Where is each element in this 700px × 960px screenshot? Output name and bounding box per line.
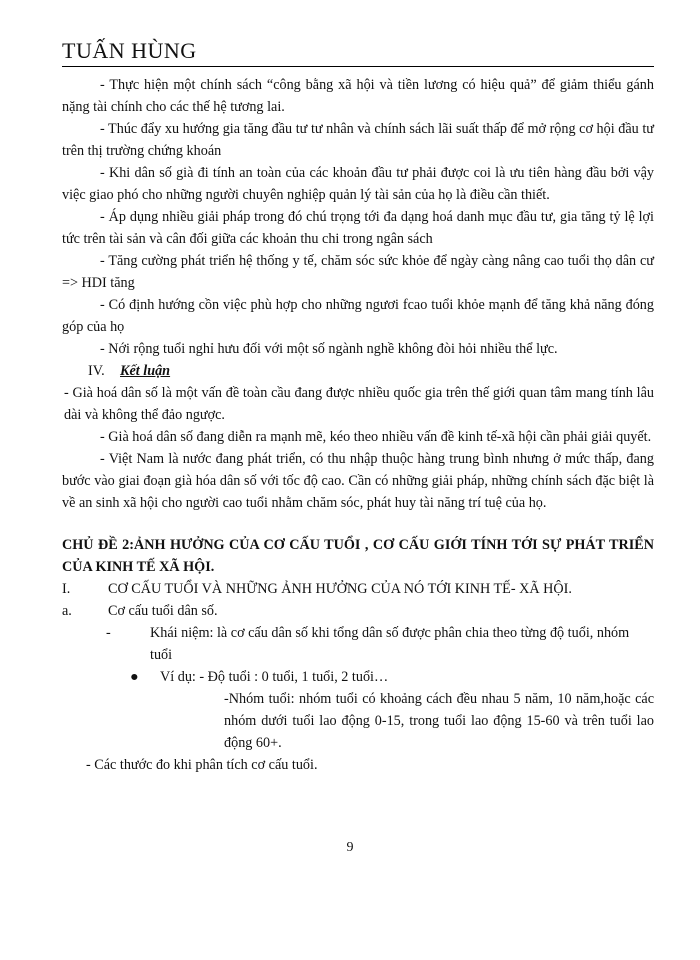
page-body (62, 74, 654, 776)
chu-de-2-heading: CHỦ ĐỀ 2:ẢNH HƯỞNG CỦA CƠ CẤU TUỔI , CƠ CẤU GIỚI TÍNH TỚI SỰ PHÁT TRIỂN CỦA KINH TẾ XÃ HỘI. (62, 537, 654, 575)
cac-thuoc-do-text: - Các thước đo khi phân tích cơ cấu tuổi. (86, 757, 318, 773)
vi-du-item (62, 666, 654, 688)
policy-item-4: - Áp dụng nhiều giải pháp trong đó chú trọng tới đa dạng hoá danh mục đầu tư, gia tăng tỷ lệ lợi tức trên tài sản và cân đối giữa các khoản thu chi trong ngân sách (62, 209, 654, 247)
header-divider (62, 66, 654, 67)
page-number: 9 (346, 840, 354, 855)
item-a-marker: a. (62, 603, 72, 619)
policy-item-5: - Tăng cường phát triển hệ thống y tế, chăm sóc sức khỏe để ngày càng nâng cao tuổi thọ dân cư => HDI tăng (62, 253, 654, 291)
conclusion-heading (62, 360, 654, 382)
policy-item-6: - Có định hướng cồn việc phù hợp cho những ngươi fcao tuổi khỏe mạnh để tăng khả năng đóng góp của họ (62, 297, 654, 335)
section-I-marker: I. (62, 581, 71, 597)
conclusion-paragraph-1: - Già hoá dân số là một vấn đề toàn cầu đang được nhiều quốc gia trên thế giới quan tâm mang tính lâu dài và không thể đảo ngược. (64, 385, 654, 423)
policy-item-2: - Thúc đẩy xu hướng gia tăng đầu tư tư nhân và chính sách lãi suất thấp để mở rộng cơ hội đầu tư trên thị trường chứng khoán (62, 121, 654, 159)
conclusion-paragraph-2: - Già hoá dân số đang diễn ra mạnh mẽ, kéo theo nhiều vấn đề kinh tế-xã hội cần phải giải quyết. (100, 429, 652, 445)
section-I-title: CƠ CẤU TUỔI VÀ NHỮNG ẢNH HƯỞNG CỦA NÓ TỚI KINH TẾ- XÃ HỘI. (108, 581, 572, 597)
policy-item-3: - Khi dân số già đi tính an toàn của các khoản đầu tư phải được coi là ưu tiên hàng đầu bởi vậy việc giao phó cho những người chuyên nghiệp quản lý tài sản của họ là điều cần thiết. (62, 165, 654, 203)
khai-niem-item (62, 622, 654, 666)
policy-item-1: - Thực hiện một chính sách “công bằng xã hội và tiền lương có hiệu quả” để giảm thiểu gánh nặng tài chính cho các thế hệ tương lai. (62, 77, 654, 115)
conclusion-paragraph-3: - Việt Nam là nước đang phát triển, có thu nhập thuộc hàng trung bình nhưng ở mức thấp, đang bước vào giai đoạn già hóa dân số với tốc độ cao. Cần có những giải pháp, những chính sách đặc biệt là về an sinh xã hội cho người cao tuổi nhằm chăm sóc, phát huy tài năng trí tuệ của họ. (62, 451, 654, 511)
page-header-title: TUẤN HÙNG (62, 38, 197, 63)
item-a-title: Cơ cấu tuổi dân số. (108, 603, 218, 619)
policy-item-7: - Nới rộng tuổi nghỉ hưu đối với một số ngành nghề không đòi hỏi nhiều thể lực. (100, 341, 558, 357)
conclusion-title: Kết luận (120, 363, 171, 379)
vi-du-text: Ví dụ: - Độ tuổi : 0 tuổi, 1 tuổi, 2 tuổi… (160, 669, 389, 685)
section-I-heading (62, 578, 654, 600)
khai-niem-text: Khái niệm: là cơ cấu dân số khi tổng dân số được phân chia theo từng độ tuổi, nhóm tuổi (150, 625, 630, 663)
bullet-icon: ● (130, 669, 139, 685)
dash-marker: - (106, 625, 111, 641)
nhom-tuoi-text: -Nhóm tuổi: nhóm tuổi có khoảng cách đều nhau 5 năm, 10 năm,hoặc các nhóm dưới tuổi lao động 0-15, trong tuổi lao động 15-60 và trên tuổi lao động 60+. (224, 691, 654, 751)
conclusion-number: IV. (88, 363, 105, 379)
item-a-heading (62, 600, 654, 622)
